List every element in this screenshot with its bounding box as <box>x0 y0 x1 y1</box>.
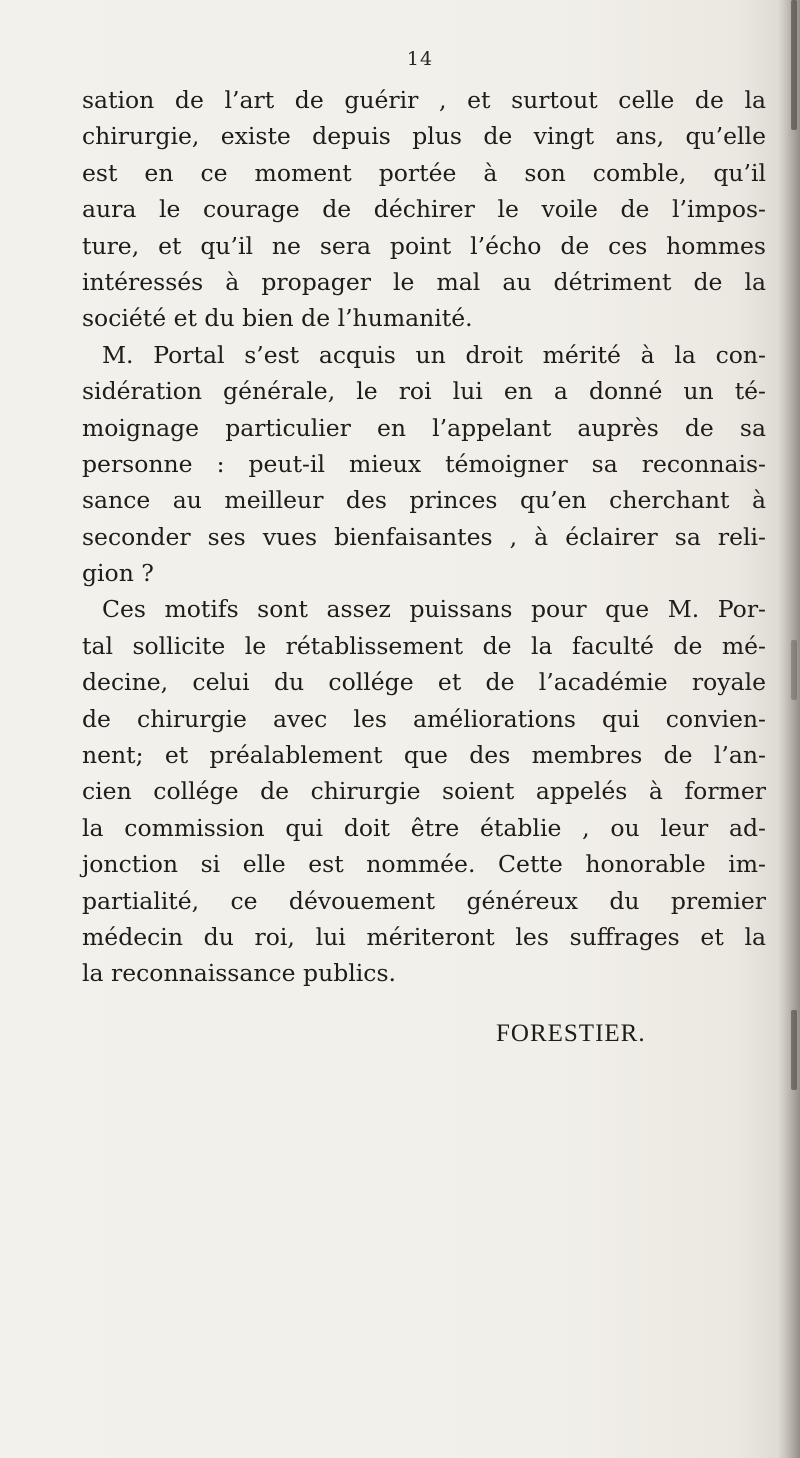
text-line: gion ? <box>82 559 154 588</box>
text-line: personne : peut-il mieux témoigner sa reconnais- <box>82 449 766 478</box>
text-line: est en ce moment portée à son comble, qu’il <box>82 158 766 187</box>
text-line: Ces motifs sont assez puissans pour que M. Por- <box>102 595 766 624</box>
text-line: seconder ses vues bienfaisantes , à éclairer sa reli- <box>82 522 766 551</box>
text-line: cien collége de chirurgie soient appelés à former <box>82 777 766 806</box>
text-line: jonction si elle est nommée. Cette honorable im- <box>82 850 766 879</box>
author-signature: FORESTIER. <box>496 1020 646 1047</box>
text-line: sidération générale, le roi lui en a donné un té- <box>82 377 766 406</box>
page-binding-edge <box>778 0 800 1458</box>
text-line: decine, celui du collége et de l’académie royale <box>82 668 766 697</box>
text-line: médecin du roi, lui mériteront les suffrages et la <box>82 922 766 951</box>
text-line: la commission qui doit être établie , ou leur ad- <box>82 813 766 842</box>
text-line: nent; et préalablement que des membres de l’an- <box>82 741 766 770</box>
text-line: tal sollicite le rétablissement de la faculté de mé- <box>82 631 766 660</box>
text-line: sance au meilleur des princes qu’en cherchant à <box>82 486 766 515</box>
edge-stain-mark <box>791 1010 797 1090</box>
text-line: chirurgie, existe depuis plus de vingt ans, qu’elle <box>82 122 766 151</box>
text-line: M. Portal s’est acquis un droit mérité à la con- <box>102 340 766 369</box>
text-line: de chirurgie avec les améliorations qui convien- <box>82 704 766 733</box>
text-line: partialité, ce dévouement généreux du premier <box>82 886 766 915</box>
text-line: sation de l’art de guérir , et surtout celle de la <box>82 86 766 114</box>
text-line: moignage particulier en l’appelant auprès de sa <box>82 413 766 442</box>
text-line: ture, et qu’il ne sera point l’écho de ces hommes <box>82 231 766 260</box>
page-number: 14 <box>406 48 434 70</box>
text-line: aura le courage de déchirer le voile de l’impos- <box>82 195 766 224</box>
edge-stain-mark <box>791 640 797 700</box>
text-line: intéressés à propager le mal au détriment de la <box>82 267 766 296</box>
text-line: la reconnaissance publics. <box>82 959 396 988</box>
body-text <box>82 82 766 992</box>
text-line: société et du bien de l’humanité. <box>82 304 473 333</box>
